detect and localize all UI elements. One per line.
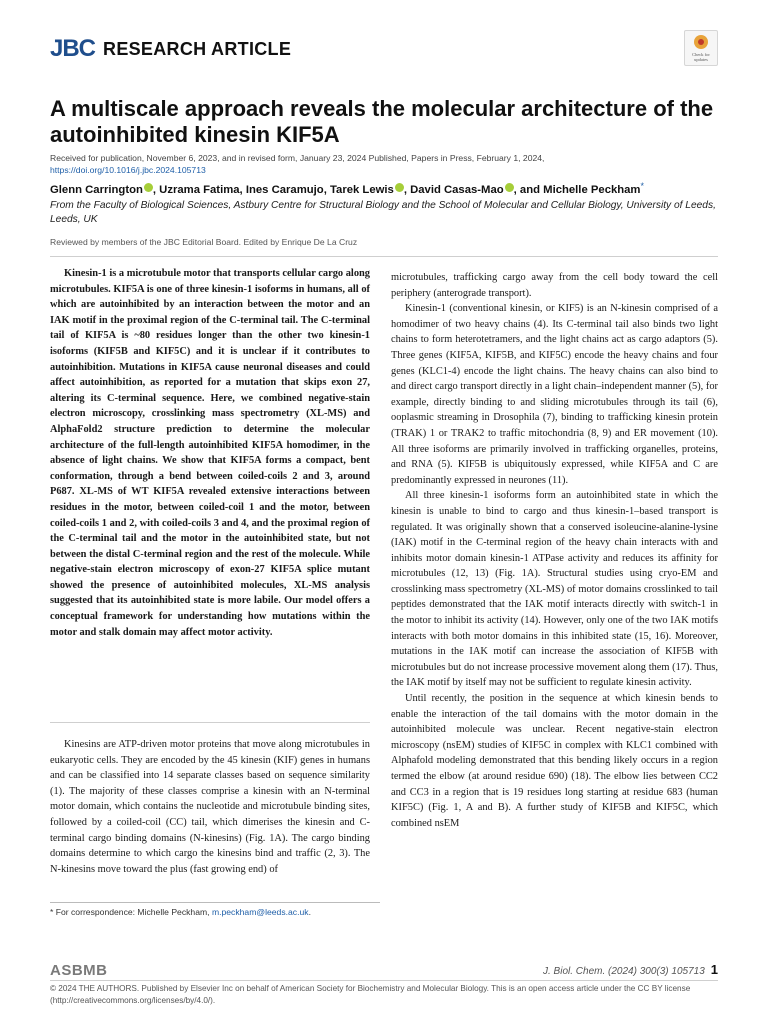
- received-dates: Received for publication, November 6, 2023, and in revised form, January 23, 2024 Published, Papers in Press, February 1, 2024, https://doi.org/10.1016/j.jbc.2024.105713: [50, 153, 545, 175]
- journal-citation: J. Biol. Chem. (2024) 300(3) 105713 1: [543, 962, 718, 977]
- right-column-body: [391, 270, 718, 831]
- author[interactable]: Glenn Carrington: [50, 184, 143, 196]
- page-number: 1: [710, 962, 718, 977]
- doi-link[interactable]: https://doi.org/10.1016/j.jbc.2024.105713: [50, 165, 206, 175]
- correspondence-footnote: * For correspondence: Michelle Peckham, m.peckham@leeds.ac.uk.: [50, 902, 380, 917]
- divider: [50, 722, 370, 723]
- correspondence-marker[interactable]: *: [640, 181, 644, 191]
- article-type: RESEARCH ARTICLE: [103, 38, 292, 59]
- email-link[interactable]: m.peckham@leeds.ac.uk: [211, 907, 309, 917]
- journal-header: [50, 34, 291, 64]
- divider: [50, 980, 718, 981]
- paragraph: Until recently, the position in the sequence at which kinesin bends to enable the interaction of the tail domains with the motor domain in the autoinhibited molecule was unclear. Recent negative-stain electron microscopy (nsEM) studies of KIF5C in complex with KLC1 combined with Alphafold modeling demonstrated that this bending likely occurs in a region termed the elbow (at around residue 690) (18). The elbow lies between CC2 and CC3 in a region that is 19 residues long starting at residue 683 (human KIF5C) (Fig. 1, A and B). A further study of KIF5B and KIF5C, which combined nsEM: [391, 693, 718, 829]
- paragraph: Kinesins are ATP-driven motor proteins that move along microtubules in eukaryotic cells. They are encoded by the 45 kinesin (KIF) genes in humans and can be classified into 14 separate classes based on sequence similarity (1). The majority of these classes comprise a kinesin with an N-terminal motor domain, which contains the nucleotide and microtubule binding sites, followed by a coiled-coil (CC) tail, which dimerises the kinesin and C-terminal cargo binding domains (N-kinesins) (Fig. 1A). The cargo binding domains determine to which cargo the kinesins bind and traffic (2, 3). The N-kinesins move toward the plus (fast growing end) of: [50, 739, 370, 875]
- author[interactable]: Tarek Lewis: [329, 184, 394, 196]
- publisher-logo: ASBMB: [50, 962, 108, 979]
- paragraph: microtubules, trafficking cargo away from the cell body toward the cell periphery (anterograde transport).: [391, 272, 718, 299]
- license-text: © 2024 THE AUTHORS. Published by Elsevier Inc on behalf of American Society for Biochemistry and Molecular Biology. This is an open access article under the CC BY license (http://creativecommons.org/licenses/by/4.0/).: [50, 984, 691, 1005]
- author[interactable]: Michelle Peckham: [543, 184, 641, 196]
- paragraph: All three kinesin-1 isoforms form an autoinhibited state in which the kinesin is unable to bind to cargo and thus kinesin-1–based transport is regulated. It was originally shown that a conserved isoleucine-alanine-lysine (IAK) motif in the C-terminal region of the heavy chain interacts with and inhibits motor domain kinesin-1 ATPase activity and reduces its affinity for microtubules (12, 13) (Fig. 1A). Structural studies using cryo-EM and crosslinking mass spectrometry (XL-MS) of motor domains crosslinked to tail peptides demonstrated that the IAK motif interacts directly with switch-1 in the motor to inhibit its activity (14). However, only one of the two IAK motifs interacts with both motor domains in this inhibited state (15, 16). Moreover, mutations in the IAK motif can increase the association of KIF5B with microtubules but do not increase processive movement along them (17). Thus, the IAK motif by itself may not be sufficient to regulate kinesin activity.: [391, 490, 718, 689]
- check-for-updates-button[interactable]: [684, 30, 718, 66]
- orcid-icon[interactable]: [395, 183, 404, 192]
- editorial-note: Reviewed by members of the JBC Editorial Board. Edited by Enrique De La Cruz: [50, 237, 358, 247]
- author[interactable]: Uzrama Fatima: [159, 184, 240, 196]
- author-list: Glenn Carrington , Uzrama Fatima, Ines Caramujo, Tarek Lewis , David Casas-Mao , and Michelle Peckham*: [50, 181, 644, 196]
- divider: [50, 256, 718, 257]
- left-column-body: [50, 737, 370, 877]
- author[interactable]: Ines Caramujo: [245, 184, 324, 196]
- orcid-icon[interactable]: [144, 183, 153, 192]
- journal-logo: JBC: [50, 35, 96, 62]
- orcid-icon[interactable]: [505, 183, 514, 192]
- article-title: A multiscale approach reveals the molecular architecture of the autoinhibited kinesin KIF5A: [50, 96, 714, 147]
- check-updates-label: Check for updates: [692, 52, 710, 62]
- paragraph: Kinesin-1 (conventional kinesin, or KIF5) is an N-kinesin comprised of a homodimer of two heavy chains (4). Its C-terminal tail also binds two light chains to form heterotetramers, and the light chains act as cargo adaptors (5). Three genes (KIF5A, KIF5B, and KIF5C) encode the heavy chains and four genes (KLC1-4) encode the light chains. The heavy chains can also bind to and direct cargo transport directly in a light chain–independent manner (5), for example, directly binding to and sliding microtubules through its tail (6), ooplasmic streaming in Drosophila (7), binding to trafficking kinesin protein (TRAK) 1 or TRAK2 to traffic mitochondria (8, 9) and ER movement (10). All three isoforms are primarily involved in trafficking organelles, proteins, and RNA (5). KIF5B is ubiquitously expressed, while KIF5A and C are predominantly expressed in neurones (11).: [391, 303, 718, 486]
- abstract-text: Kinesin-1 is a microtubule motor that transports cellular cargo along microtubules. KIF5A is one of three kinesin-1 isoforms in humans, all of which are autoinhibited by an interaction between the motor and an IAK motif in the proximal region of the C-terminal tail. The C-terminal tail of KIF5A is ~80 residues longer than the other two kinesin-1 isoforms (KIF5B and KIF5C) and it is unclear if it contributes to autoinhibition. Mutations in KIF5A cause neuronal diseases and could affect autoinhibition, as reported for a mutation that skips exon 27, altering its C-terminal sequence. Here, we combined negative-stain electron microscopy, crosslinking mass spectrometry (XL-MS) and AlphaFold2 structure prediction to determine the molecular architecture of the full-length autoinhibited KIF5A homodimer, in the absence of light chains. We show that KIF5A forms a compact, bent conformation, through a bend between coiled-coils 2 and 3, around P687. XL-MS of WT KIF5A revealed extensive interactions between residues in the motor, between coiled-coil 1 and the motor, between coiled-coils 1 and 2, with coiled-coils 3 and 4, and the proximal region of the C-terminal tail and the motor in the autoinhibited state, but not between the distal C-terminal region and the rest of the molecule. While negative-stain electron microscopy of exon-27 KIF5A splice mutant showed the presence of autoinhibited molecules, XL-MS analysis suggested that its autoinhibited state is more labile. Our model offers a conceptual framework for understanding how mutations within the motor and stalk domain may affect motor activity.: [50, 268, 370, 638]
- affiliation: From the Faculty of Biological Sciences, Astbury Centre for Structural Biology and the School of Molecular and Cellular Biology, University of Leeds, Leeds, UK: [50, 200, 716, 225]
- and-text: and: [519, 184, 541, 196]
- abstract: [50, 266, 370, 640]
- author[interactable]: David Casas-Mao: [410, 184, 504, 196]
